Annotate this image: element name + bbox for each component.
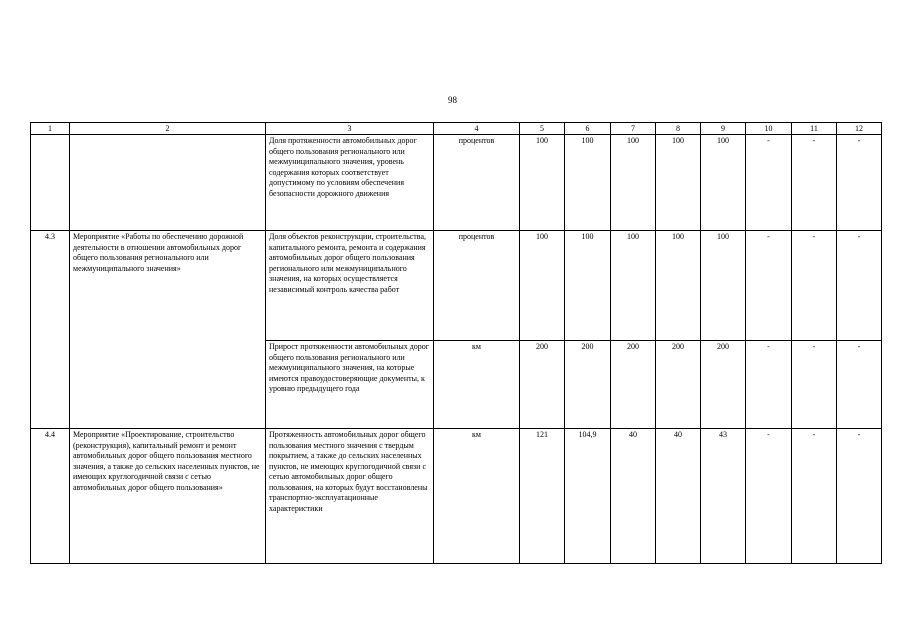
column-header: 12 xyxy=(837,123,882,135)
value-cell: - xyxy=(837,135,882,231)
indicator-cell: Доля протяженности автомобильных дорог общего пользования регионального или межмуниципального значения, уровень содержания которых соответствует допустимому по условиям обеспечения безопасности дорожного движения xyxy=(266,135,434,231)
value-cell: 40 xyxy=(656,429,701,564)
value-cell: 100 xyxy=(701,231,746,341)
indicator-cell: Прирост протяженности автомобильных дорог общего пользования регионального или межмуниципального значения, на которые имеются правоудостоверяющие документы, к уровню предыдущего года xyxy=(266,341,434,429)
value-cell: - xyxy=(746,231,792,341)
value-cell: 200 xyxy=(611,341,656,429)
value-cell: 100 xyxy=(611,135,656,231)
column-header: 1 xyxy=(31,123,70,135)
value-cell: - xyxy=(837,231,882,341)
event-cell: Мероприятие «Проектирование, строительство (реконструкция), капитальный ремонт и ремонт автомобильных дорог общего пользования местного значения, а также до сельских населенных пунктов, не имеющих круглогодичной связи с сетью автомобильных дорог общего пользования» xyxy=(70,429,266,564)
page-number: 98 xyxy=(448,95,457,105)
column-header: 3 xyxy=(266,123,434,135)
value-cell: 100 xyxy=(701,135,746,231)
row-number: 4.4 xyxy=(31,429,70,564)
value-cell: 200 xyxy=(565,341,611,429)
value-cell: - xyxy=(746,135,792,231)
column-header: 11 xyxy=(792,123,837,135)
value-cell: 100 xyxy=(565,231,611,341)
table-row xyxy=(31,135,882,231)
value-cell: - xyxy=(746,341,792,429)
value-cell: - xyxy=(792,135,837,231)
column-header: 7 xyxy=(611,123,656,135)
event-cell: Мероприятие «Работы по обеспечению дорожной деятельности в отношении автомобильных дорог общего пользования регионального или межмуниципального значения» xyxy=(70,231,266,429)
unit-cell: км xyxy=(434,429,520,564)
column-header: 4 xyxy=(434,123,520,135)
indicators-table xyxy=(30,122,882,564)
column-header: 10 xyxy=(746,123,792,135)
value-cell: - xyxy=(792,231,837,341)
value-cell: 100 xyxy=(656,231,701,341)
column-header: 5 xyxy=(520,123,565,135)
value-cell: 104,9 xyxy=(565,429,611,564)
value-cell: 100 xyxy=(656,135,701,231)
unit-cell: процентов xyxy=(434,231,520,341)
value-cell: 200 xyxy=(656,341,701,429)
indicator-cell: Протяженность автомобильных дорог общего пользования местного значения с твердым покрытием, а также до сельских населенных пунктов, не имеющих круглогодичной связи с сетью автомобильных дорог общего пользования, на которых будут восстановлены транспортно-эксплуатационные характеристики xyxy=(266,429,434,564)
table-row xyxy=(31,429,882,564)
event-cell xyxy=(70,135,266,231)
column-header: 2 xyxy=(70,123,266,135)
value-cell: - xyxy=(837,429,882,564)
table-header-row xyxy=(31,123,882,135)
value-cell: - xyxy=(792,341,837,429)
value-cell: 200 xyxy=(701,341,746,429)
value-cell: 121 xyxy=(520,429,565,564)
value-cell: 43 xyxy=(701,429,746,564)
value-cell: - xyxy=(837,341,882,429)
value-cell: - xyxy=(792,429,837,564)
value-cell: 100 xyxy=(611,231,656,341)
column-header: 6 xyxy=(565,123,611,135)
unit-cell: км xyxy=(434,341,520,429)
unit-cell: процентов xyxy=(434,135,520,231)
row-number xyxy=(31,135,70,231)
value-cell: - xyxy=(746,429,792,564)
value-cell: 200 xyxy=(520,341,565,429)
value-cell: 40 xyxy=(611,429,656,564)
table-row xyxy=(31,231,882,341)
value-cell: 100 xyxy=(565,135,611,231)
column-header: 8 xyxy=(656,123,701,135)
column-header: 9 xyxy=(701,123,746,135)
row-number: 4.3 xyxy=(31,231,70,429)
indicator-cell: Доля объектов реконструкции, строительства, капитального ремонта, ремонта и содержания автомобильных дорог общего пользования регионального или межмуниципального значения, на которых осуществляется независимый контроль качества работ xyxy=(266,231,434,341)
value-cell: 100 xyxy=(520,135,565,231)
value-cell: 100 xyxy=(520,231,565,341)
